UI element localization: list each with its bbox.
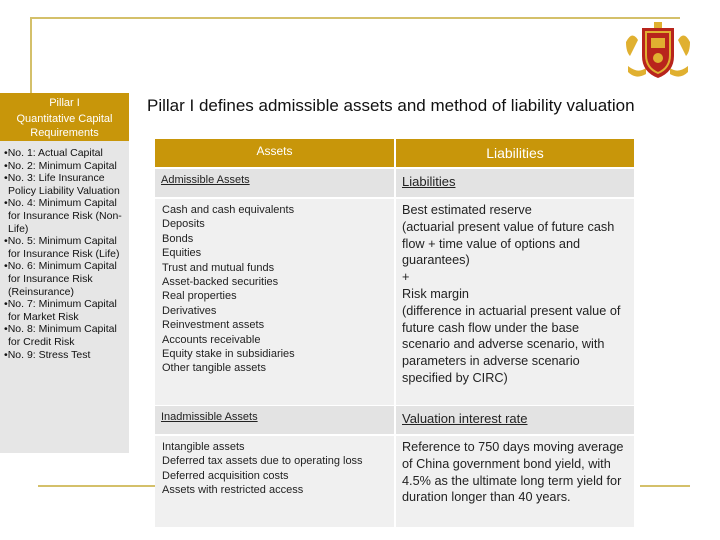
slide-title: Pillar I defines admissible assets and method of liability valuation — [147, 96, 635, 115]
liability-line: (actuarial present value of future cash flow + time value of options and guarantees) — [402, 219, 615, 268]
list-item: Deferred acquisition costs — [162, 469, 289, 482]
inadmissible-assets-list — [155, 436, 394, 527]
rule-item: • No. 5: Minimum Capital for Insurance Risk (Life) — [4, 235, 125, 260]
table-row — [155, 169, 634, 197]
rule-item: • No. 4: Minimum Capital for Insurance Risk (Non-Life) — [4, 197, 125, 235]
list-item: Deferred tax assets due to operating loss — [162, 455, 363, 468]
university-crest-icon — [624, 22, 692, 82]
pillar-header-title: Pillar I — [49, 97, 80, 109]
rule-item: • No. 7: Minimum Capital for Market Risk — [4, 298, 125, 323]
pillar-rules-panel — [0, 141, 129, 453]
liability-line: Risk margin — [402, 286, 469, 301]
list-item: Asset-backed securities — [162, 276, 279, 289]
frame-left-line — [30, 17, 32, 93]
list-item: Accounts receivable — [162, 333, 261, 346]
liability-line: (difference in actuarial present value of future cash flow under the base scenario and adverse scenario, with parameters in adverse scenario specified by CIRC) — [402, 303, 621, 385]
rule-item: • No. 9: Stress Test — [4, 349, 125, 362]
list-item: Bonds — [162, 232, 194, 245]
liability-line: Best estimated reserve — [402, 203, 532, 217]
rule-item: • No. 3: Life Insurance Policy Liability Valuation — [4, 172, 125, 197]
assets-column-header: Assets — [155, 139, 394, 167]
valuation-text: Reference to 750 days moving average of China government bond yield, with 4.5% as the ultimate long term yield for duration longer than 40 years. — [402, 440, 624, 505]
list-item: Trust and mutual funds — [162, 261, 275, 274]
pillar-header-subtitle: Quantitative Capital Requirements — [16, 113, 113, 139]
list-item: Intangible assets — [162, 441, 245, 453]
table-row — [155, 406, 634, 434]
frame-bottom-line-left — [38, 485, 155, 487]
liability-valuation-text — [396, 199, 634, 405]
pillar-rules-list — [0, 141, 129, 361]
rule-item: • No. 1: Actual Capital — [4, 147, 125, 160]
list-item: Equity stake in subsidiaries — [162, 348, 295, 361]
rule-item: • No. 6: Minimum Capital for Insurance Risk (Reinsurance) — [4, 260, 125, 298]
pillar-header — [0, 93, 129, 141]
list-item: Deposits — [162, 218, 205, 231]
table-row — [155, 436, 634, 527]
table-row — [155, 199, 634, 405]
valuation-interest-rate-text — [396, 436, 634, 527]
list-item: Real properties — [162, 290, 237, 303]
liability-line: + — [402, 270, 410, 285]
list-item: Reinvestment assets — [162, 319, 265, 332]
list-item: Cash and cash equivalents — [162, 204, 295, 216]
list-item: Other tangible assets — [162, 362, 266, 375]
rule-item: • No. 2: Minimum Capital — [4, 160, 125, 173]
rule-item: • No. 8: Minimum Capital for Credit Risk — [4, 323, 125, 348]
admissible-assets-list — [155, 199, 394, 405]
list-item: Derivatives — [162, 304, 217, 317]
valuation-interest-rate-label: Valuation interest rate — [396, 406, 634, 434]
table-header-row — [155, 139, 634, 167]
admissible-assets-label: Admissible Assets — [155, 169, 394, 197]
liabilities-label: Liabilities — [396, 169, 634, 197]
inadmissible-assets-label: Inadmissible Assets — [155, 406, 394, 434]
list-item: Assets with restricted access — [162, 484, 304, 497]
frame-bottom-line-right — [640, 485, 690, 487]
list-item: Equities — [162, 247, 202, 260]
liabilities-column-header: Liabilities — [396, 139, 634, 167]
frame-top-line — [30, 17, 680, 19]
